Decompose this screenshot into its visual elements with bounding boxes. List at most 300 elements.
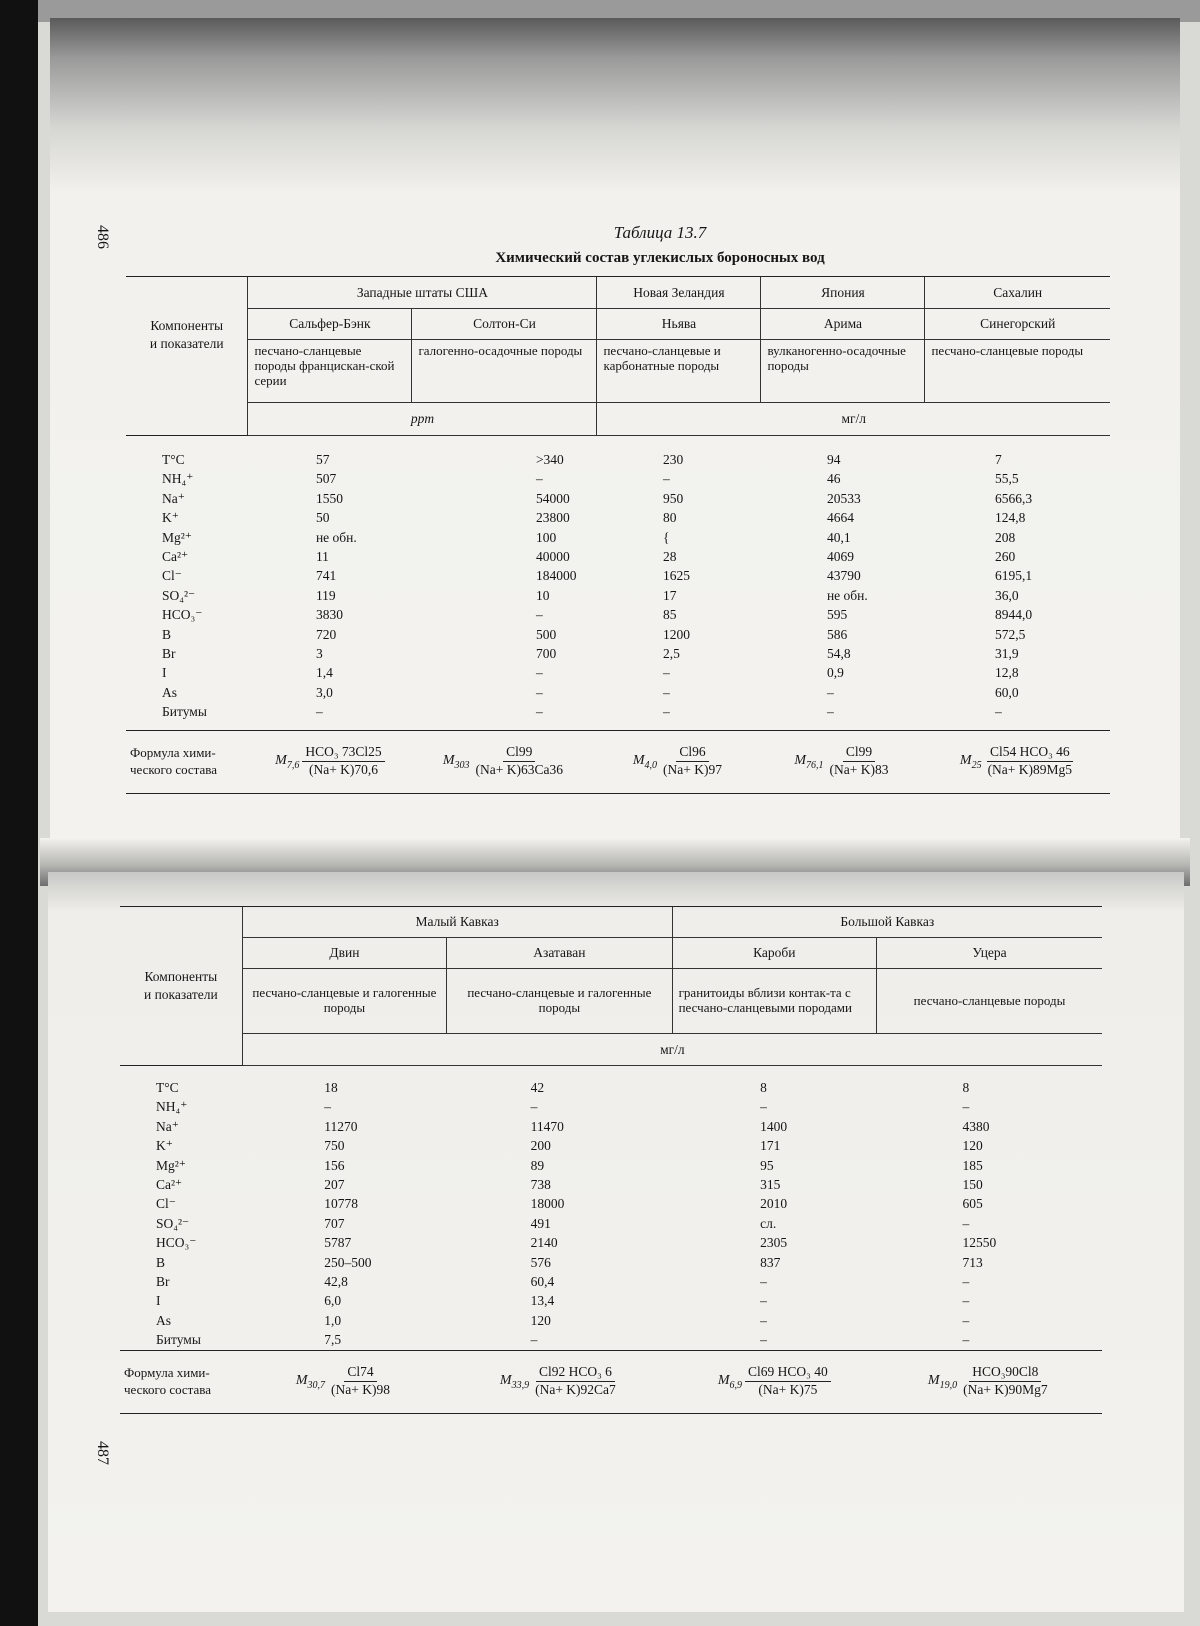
formula-m-letter: M bbox=[794, 752, 807, 768]
table-cell: 17 bbox=[662, 587, 677, 603]
formula-mineralization bbox=[633, 753, 657, 771]
table-cell: 12,8 bbox=[994, 665, 1019, 681]
component-label: SO₄²⁻ bbox=[162, 587, 196, 603]
rock-description: песчано-сланцевые породы bbox=[925, 340, 1110, 403]
rock-description: песчано-сланцевые и галогенные породы bbox=[242, 969, 446, 1034]
table-label: Таблица 13.7 bbox=[613, 223, 707, 242]
formula-cations: (Na+ K)92Ca7 bbox=[535, 1382, 616, 1398]
table-cell: 94 bbox=[826, 452, 841, 467]
chemical-formula bbox=[633, 745, 725, 778]
formula-cations: (Na+ K)97 bbox=[663, 762, 723, 778]
table-cell: 185 bbox=[962, 1157, 983, 1173]
formula-row bbox=[120, 1350, 1102, 1413]
table-cell: 0,9 bbox=[826, 665, 844, 681]
table-cell: не обн. bbox=[315, 529, 357, 545]
table-cell: – bbox=[962, 1312, 970, 1328]
formula-cations: (Na+ K)75 bbox=[758, 1382, 818, 1398]
table-cell: 10 bbox=[535, 587, 550, 603]
formula-mineralization bbox=[296, 1373, 325, 1391]
chemical-formula bbox=[794, 745, 891, 778]
table-cell: 50 bbox=[315, 510, 330, 526]
table-cell: 741 bbox=[315, 568, 337, 584]
formula-label bbox=[120, 1350, 242, 1413]
formula-cations: (Na+ K)63Ca36 bbox=[475, 762, 564, 778]
formula-m-subscript: 303 bbox=[454, 759, 470, 771]
header-row-units bbox=[120, 1034, 1102, 1066]
table-cell: 250–500 bbox=[324, 1254, 372, 1270]
component-label: B bbox=[156, 1254, 166, 1270]
formula-cations: (Na+ K)83 bbox=[829, 762, 889, 778]
table-cell: 750 bbox=[324, 1138, 345, 1154]
table-cell: – bbox=[962, 1293, 970, 1309]
table-cell: 31,9 bbox=[994, 646, 1019, 662]
table-cell: 507 bbox=[315, 471, 337, 487]
table-row bbox=[126, 625, 1110, 644]
table-cell: 184000 bbox=[535, 568, 577, 584]
table-cell: 572,5 bbox=[994, 626, 1026, 642]
table-cell: 4380 bbox=[962, 1118, 990, 1134]
formula-anions: Cl99 bbox=[503, 745, 535, 762]
region-header: Большой Кавказ bbox=[672, 907, 1102, 938]
header-row-regions bbox=[126, 277, 1110, 309]
table-row bbox=[126, 469, 1110, 488]
formula-mineralization bbox=[443, 753, 470, 771]
table-cell: 23800 bbox=[535, 510, 570, 526]
region-header: Западные штаты США bbox=[248, 277, 597, 309]
table-cell: – bbox=[994, 704, 1002, 720]
table-cell: 1200 bbox=[662, 626, 690, 642]
formula-cell bbox=[447, 1350, 672, 1413]
table-cell: 120 bbox=[530, 1312, 551, 1328]
formula-label-line: Формула хими- bbox=[124, 1364, 210, 1380]
table-cell: 6,0 bbox=[324, 1293, 342, 1309]
formula-cell bbox=[761, 730, 925, 793]
table-cell: >340 bbox=[535, 452, 564, 467]
components-header-line: и показатели bbox=[143, 987, 218, 1002]
table-row bbox=[126, 508, 1110, 527]
formula-anions: HCO₃ 73Cl25 bbox=[302, 745, 384, 762]
formula-m-letter: M bbox=[632, 752, 645, 768]
table-cell: 3830 bbox=[315, 607, 343, 623]
table-cell: 120 bbox=[962, 1138, 983, 1154]
page-486 bbox=[50, 18, 1180, 870]
rock-description: гранитоиды вблизи контак-та с песчано-сланцевыми породами bbox=[672, 969, 876, 1034]
table-cell: – bbox=[826, 704, 834, 720]
formula-m-letter: M bbox=[927, 1372, 940, 1388]
table-row bbox=[126, 528, 1110, 547]
table-cell: 124,8 bbox=[994, 510, 1026, 526]
page-487 bbox=[48, 872, 1184, 1612]
table-cell: – bbox=[962, 1215, 970, 1231]
table-cell: 100 bbox=[535, 529, 557, 545]
formula-fraction bbox=[745, 1365, 831, 1398]
component-label: I bbox=[156, 1293, 161, 1309]
component-label: T°C bbox=[156, 1080, 179, 1095]
component-label: As bbox=[162, 684, 178, 700]
spacer-row bbox=[126, 722, 1110, 731]
formula-anions: Cl96 bbox=[676, 745, 708, 762]
table-cell: – bbox=[662, 684, 670, 700]
formula-mineralization bbox=[794, 753, 823, 771]
components-header-line: Компоненты bbox=[150, 318, 224, 333]
table-cell: 11 bbox=[315, 549, 329, 565]
table-cell: 4664 bbox=[826, 510, 854, 526]
table-cell: 42,8 bbox=[324, 1274, 348, 1290]
table-cell: 500 bbox=[535, 626, 557, 642]
table-cell: – bbox=[324, 1099, 331, 1115]
table-cell: 11270 bbox=[324, 1118, 358, 1134]
table-row bbox=[126, 605, 1110, 624]
components-header-line: Компоненты bbox=[144, 969, 218, 985]
formula-m-letter: M bbox=[442, 752, 455, 768]
rock-description: песчано-сланцевые и карбонатные породы bbox=[597, 340, 761, 403]
formula-m-subscript: 6,9 bbox=[729, 1379, 743, 1391]
table-cell: 208 bbox=[994, 529, 1016, 545]
formula-m-letter: M bbox=[717, 1372, 730, 1388]
formula-fraction bbox=[328, 1365, 393, 1398]
table-row bbox=[120, 1214, 1102, 1233]
formula-anions: Cl69 HCO₃ 40 bbox=[745, 1365, 831, 1382]
table-cell: 837 bbox=[760, 1254, 781, 1270]
table-cell: 60,4 bbox=[530, 1274, 555, 1290]
table-cell: – bbox=[530, 1099, 538, 1115]
region-header: Сахалин bbox=[925, 277, 1110, 309]
table-row bbox=[120, 1097, 1102, 1116]
spacer-row bbox=[126, 436, 1110, 451]
components-header-line: и показатели bbox=[149, 335, 224, 351]
chemical-formula bbox=[443, 745, 566, 778]
table-cell: – bbox=[535, 471, 543, 487]
table-cell: 54000 bbox=[535, 490, 570, 506]
table-cell: 4069 bbox=[826, 549, 854, 565]
formula-label-line: ческого состава bbox=[130, 761, 218, 777]
page-number: 487 bbox=[94, 1441, 111, 1465]
table-row bbox=[120, 1233, 1102, 1252]
table-row bbox=[120, 1253, 1102, 1272]
table-cell: 95 bbox=[760, 1157, 774, 1173]
formula-m-subscript: 4,0 bbox=[644, 759, 658, 771]
table-row bbox=[120, 1291, 1102, 1310]
rock-description: вулканогенно-осадочные породы bbox=[761, 340, 925, 403]
component-label: SO₄²⁻ bbox=[156, 1215, 190, 1231]
table-cell: 8 bbox=[760, 1080, 767, 1095]
component-label: Mg²⁺ bbox=[162, 529, 192, 545]
table-cell: 5787 bbox=[324, 1235, 352, 1251]
deposit-header: Азатаван bbox=[447, 938, 672, 969]
formula-cell bbox=[672, 1350, 876, 1413]
table-cell: 60,0 bbox=[994, 684, 1019, 700]
formula-fraction bbox=[532, 1365, 619, 1398]
table-cell: – bbox=[760, 1293, 767, 1309]
header-row-deposits bbox=[120, 938, 1102, 969]
rock-description: песчано-сланцевые и галогенные породы bbox=[447, 969, 672, 1034]
component-label: HCO₃⁻ bbox=[162, 607, 203, 623]
table-cell: 707 bbox=[324, 1215, 345, 1231]
table-row bbox=[120, 1272, 1102, 1291]
table-cell: 156 bbox=[324, 1157, 345, 1173]
table-cell: 207 bbox=[324, 1177, 345, 1193]
table-row bbox=[126, 586, 1110, 605]
table-cell: 150 bbox=[962, 1177, 983, 1193]
table-row bbox=[126, 547, 1110, 566]
formula-m-subscript: 76,1 bbox=[806, 759, 824, 771]
formula-anions: Cl92 HCO₃ 6 bbox=[536, 1365, 615, 1382]
formula-anions: Cl99 bbox=[843, 745, 875, 762]
header-row-deposits bbox=[126, 309, 1110, 340]
component-label: I bbox=[162, 665, 167, 681]
component-label: HCO₃⁻ bbox=[156, 1235, 197, 1251]
formula-m-subscript: 33,9 bbox=[511, 1379, 530, 1391]
table-cell: 40,1 bbox=[826, 529, 851, 545]
deposit-header: Ньява bbox=[597, 309, 761, 340]
chemical-formula bbox=[296, 1365, 393, 1398]
component-label: K⁺ bbox=[162, 510, 179, 526]
component-label: Битумы bbox=[156, 1332, 201, 1348]
table-cell: 1400 bbox=[760, 1118, 788, 1134]
header-row-rocks bbox=[126, 340, 1110, 403]
unit-label: мг/л bbox=[597, 403, 1110, 436]
chemistry-table-2 bbox=[120, 906, 1102, 1414]
table-cell: – bbox=[962, 1332, 970, 1348]
component-label: Br bbox=[162, 646, 176, 662]
table-cell: 1,0 bbox=[324, 1312, 342, 1328]
table-row bbox=[126, 702, 1110, 721]
component-label: Ca²⁺ bbox=[162, 549, 189, 565]
unit-label: мг/л bbox=[242, 1034, 1102, 1066]
formula-row bbox=[126, 730, 1110, 793]
table-cell: 260 bbox=[994, 549, 1016, 565]
table-title: Химический состав углекислых бороносных вод bbox=[495, 250, 825, 266]
component-label: As bbox=[156, 1312, 172, 1328]
component-label: T°C bbox=[162, 452, 185, 467]
table-row bbox=[126, 450, 1110, 469]
component-label: Br bbox=[156, 1274, 170, 1290]
table-cell: – bbox=[662, 704, 670, 720]
formula-m-subscript: 7,6 bbox=[286, 759, 300, 771]
table-cell: 6195,1 bbox=[994, 568, 1033, 584]
table-cell: 738 bbox=[530, 1177, 551, 1193]
table-cell: 85 bbox=[662, 607, 677, 623]
formula-label-line: Формула хими- bbox=[130, 744, 216, 760]
table-cell: 315 bbox=[760, 1177, 781, 1193]
components-header bbox=[120, 907, 242, 1066]
table-cell: – bbox=[535, 607, 543, 623]
table-cell: – bbox=[535, 684, 543, 700]
header-row-regions bbox=[120, 907, 1102, 938]
table-cell: 171 bbox=[760, 1138, 781, 1154]
formula-m-letter: M bbox=[499, 1372, 512, 1388]
chemical-formula bbox=[928, 1365, 1051, 1398]
table-cell: – bbox=[535, 704, 543, 720]
table-cell: 10778 bbox=[324, 1196, 358, 1212]
table-cell: 700 bbox=[535, 646, 557, 662]
component-label: Ca²⁺ bbox=[156, 1177, 183, 1193]
table-cell: 18 bbox=[324, 1080, 338, 1095]
formula-label bbox=[126, 730, 248, 793]
deposit-header: Кароби bbox=[672, 938, 876, 969]
table-cell: 28 bbox=[662, 549, 677, 565]
page-number: 486 bbox=[94, 225, 111, 249]
table-cell: { bbox=[662, 529, 670, 545]
table-row bbox=[126, 663, 1110, 682]
table-cell: – bbox=[535, 665, 543, 681]
rock-description: галогенно-осадочные породы bbox=[412, 340, 597, 403]
table-cell: сл. bbox=[760, 1215, 777, 1231]
table-row bbox=[126, 566, 1110, 585]
table-cell: 2,5 bbox=[662, 646, 680, 662]
component-label: Na⁺ bbox=[162, 490, 185, 506]
table-cell: 55,5 bbox=[994, 471, 1019, 487]
table-cell: – bbox=[962, 1099, 970, 1115]
table-cell: 80 bbox=[662, 510, 677, 526]
formula-cations: (Na+ K)89Mg5 bbox=[987, 762, 1073, 778]
formula-cations: (Na+ K)70,6 bbox=[308, 762, 379, 778]
formula-anions: Cl54 HCO₃ 46 bbox=[987, 745, 1073, 762]
table-cell: 491 bbox=[530, 1215, 551, 1231]
formula-label-line: ческого состава bbox=[124, 1381, 212, 1397]
table-cell: 200 bbox=[530, 1138, 551, 1154]
region-header: Япония bbox=[761, 277, 925, 309]
formula-cell bbox=[242, 1350, 446, 1413]
table-cell: 8 bbox=[962, 1080, 970, 1095]
formula-mineralization bbox=[718, 1373, 742, 1391]
header-row-rocks bbox=[120, 969, 1102, 1034]
table-cell: не обн. bbox=[826, 587, 868, 603]
components-header bbox=[126, 277, 248, 436]
table-cell: 713 bbox=[962, 1254, 983, 1270]
formula-mineralization bbox=[500, 1373, 529, 1391]
table-cell: – bbox=[530, 1332, 538, 1348]
table-cell: 20533 bbox=[826, 490, 861, 506]
rock-description: песчано-сланцевые породы францискан-ской серии bbox=[248, 340, 412, 403]
table-cell: 57 bbox=[315, 452, 330, 467]
formula-cell bbox=[925, 730, 1110, 793]
chemical-formula bbox=[500, 1365, 619, 1398]
chemical-formula bbox=[275, 745, 385, 778]
formula-fraction bbox=[473, 745, 566, 778]
table-row bbox=[126, 489, 1110, 508]
table-cell: 13,4 bbox=[530, 1293, 555, 1309]
table-cell: 605 bbox=[962, 1196, 983, 1212]
formula-mineralization bbox=[928, 1373, 957, 1391]
region-header: Малый Кавказ bbox=[242, 907, 672, 938]
component-label: Cl⁻ bbox=[156, 1196, 176, 1212]
formula-cations: (Na+ K)90Mg7 bbox=[963, 1382, 1048, 1398]
table-row bbox=[120, 1311, 1102, 1330]
region-header: Новая Зеландия bbox=[597, 277, 761, 309]
table-row bbox=[120, 1078, 1102, 1097]
table-cell: 43790 bbox=[826, 568, 861, 584]
formula-m-subscript: 25 bbox=[971, 759, 982, 771]
table-cell: 42 bbox=[530, 1080, 545, 1095]
deposit-header: Уцера bbox=[877, 938, 1103, 969]
formula-mineralization bbox=[960, 753, 982, 771]
formula-fraction bbox=[302, 745, 384, 778]
table-cell: 2010 bbox=[760, 1196, 788, 1212]
table-cell: 54,8 bbox=[826, 646, 851, 662]
spacer-row bbox=[120, 1066, 1102, 1079]
table-cell: – bbox=[760, 1312, 767, 1328]
component-label: NH₄⁺ bbox=[162, 471, 194, 487]
component-label: Mg²⁺ bbox=[156, 1157, 186, 1173]
table-cell: – bbox=[315, 704, 323, 720]
table-cell: 8944,0 bbox=[994, 607, 1033, 623]
table-row bbox=[120, 1330, 1102, 1350]
table-cell: 18000 bbox=[530, 1196, 565, 1212]
formula-m-letter: M bbox=[959, 752, 972, 768]
table-cell: 1,4 bbox=[315, 665, 333, 681]
table-cell: 576 bbox=[530, 1254, 551, 1270]
formula-fraction bbox=[985, 745, 1075, 778]
table-row bbox=[126, 683, 1110, 702]
deposit-header: Двин bbox=[242, 938, 446, 969]
table-row bbox=[126, 644, 1110, 663]
table-row bbox=[120, 1175, 1102, 1194]
table-cell: 3,0 bbox=[315, 684, 333, 700]
component-label: Cl⁻ bbox=[162, 568, 182, 584]
rock-description: песчано-сланцевые породы bbox=[877, 969, 1103, 1034]
component-label: B bbox=[162, 626, 172, 642]
table-cell: 6566,3 bbox=[994, 490, 1033, 506]
table-cell: 720 bbox=[315, 626, 337, 642]
table-cell: 89 bbox=[530, 1157, 545, 1173]
formula-mineralization bbox=[275, 753, 299, 771]
formula-anions: Cl74 bbox=[344, 1365, 376, 1382]
table-cell: 950 bbox=[662, 490, 684, 506]
formula-m-letter: M bbox=[275, 752, 287, 768]
component-label: Na⁺ bbox=[156, 1118, 179, 1134]
table-cell: 40000 bbox=[535, 549, 570, 565]
table-cell: 586 bbox=[826, 626, 848, 642]
table-cell: – bbox=[826, 684, 834, 700]
table-cell: 12550 bbox=[962, 1235, 997, 1251]
component-label: NH₄⁺ bbox=[156, 1099, 188, 1115]
chemical-formula bbox=[718, 1365, 831, 1398]
formula-cell bbox=[597, 730, 761, 793]
table-cell: – bbox=[760, 1274, 767, 1290]
table-cell: 7 bbox=[994, 452, 1002, 467]
table-cell: 595 bbox=[826, 607, 848, 623]
table-cell: – bbox=[760, 1332, 767, 1348]
formula-fraction bbox=[827, 745, 892, 778]
formula-fraction bbox=[960, 1365, 1050, 1398]
formula-m-subscript: 19,0 bbox=[939, 1379, 958, 1391]
table-cell: 230 bbox=[662, 452, 684, 467]
table-cell: – bbox=[662, 665, 670, 681]
unit-label: ppm bbox=[248, 403, 597, 436]
deposit-header: Синегорский bbox=[925, 309, 1110, 340]
chemistry-table-1 bbox=[126, 276, 1110, 794]
formula-anions: HCO₃90Cl8 bbox=[969, 1365, 1041, 1382]
table-row bbox=[120, 1194, 1102, 1213]
table-cell: 7,5 bbox=[324, 1332, 342, 1348]
formula-cell bbox=[412, 730, 597, 793]
table-row bbox=[120, 1156, 1102, 1175]
header-row-units bbox=[126, 403, 1110, 436]
table-cell: 2140 bbox=[530, 1235, 558, 1251]
table-cell: 1625 bbox=[662, 568, 690, 584]
deposit-header: Сальфер-Бэнк bbox=[248, 309, 412, 340]
deposit-header: Арима bbox=[761, 309, 925, 340]
table-cell: 3 bbox=[315, 646, 323, 662]
table-cell: 46 bbox=[826, 471, 841, 487]
table-cell: 36,0 bbox=[994, 587, 1019, 603]
chemical-formula bbox=[960, 745, 1075, 778]
formula-cations: (Na+ K)98 bbox=[331, 1382, 390, 1398]
deposit-header: Солтон-Си bbox=[412, 309, 597, 340]
table-cell: 11470 bbox=[530, 1118, 564, 1134]
table-cell: – bbox=[662, 471, 670, 487]
